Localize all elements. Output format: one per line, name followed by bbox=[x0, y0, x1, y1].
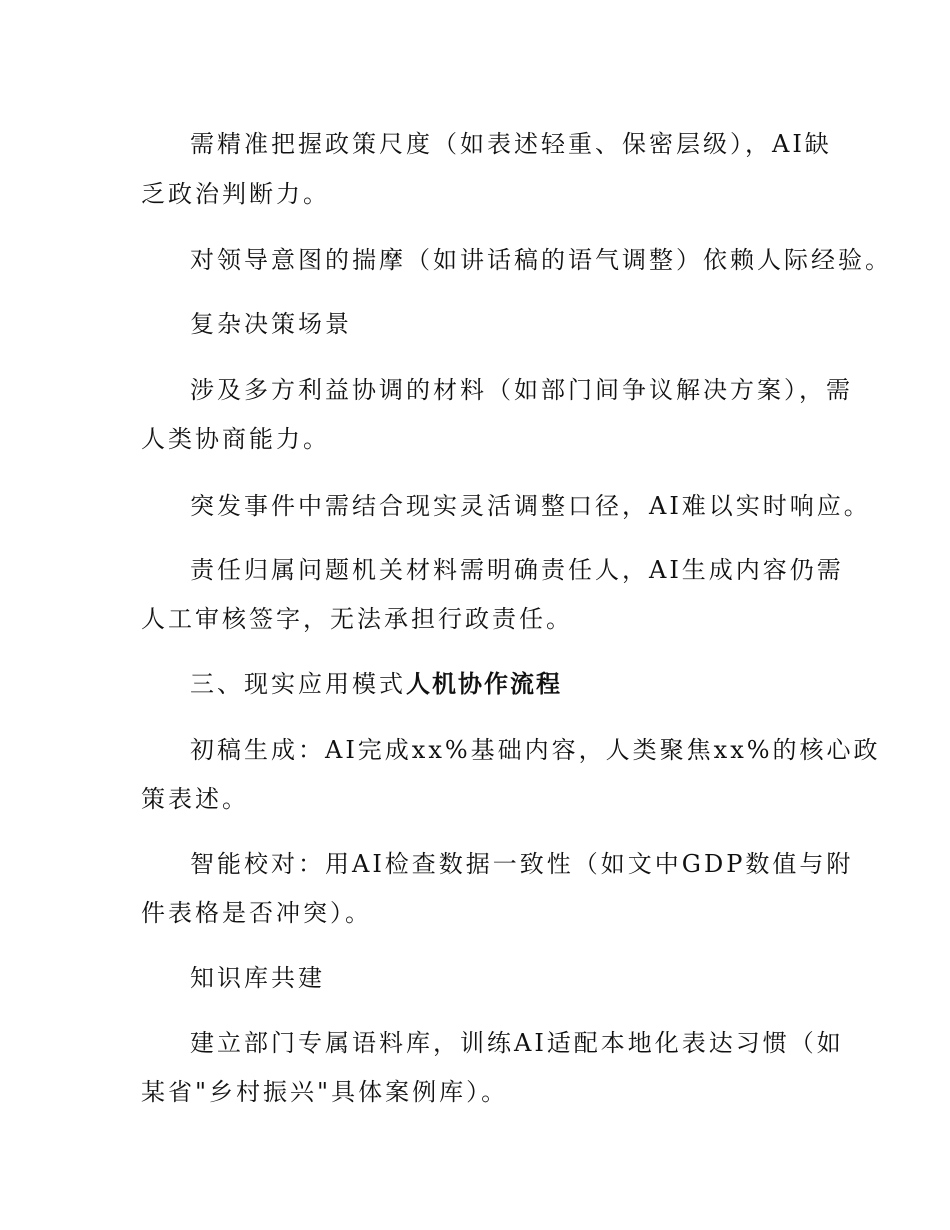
paragraph-line: 初稿生成：AI完成xx%基础内容，人类聚焦xx%的核心政 bbox=[190, 736, 881, 764]
paragraph-line: 人工审核签字，无法承担行政责任。 bbox=[141, 605, 573, 633]
subheading: 知识库共建 bbox=[190, 964, 325, 992]
subheading: 复杂决策场景 bbox=[190, 310, 352, 338]
paragraph-line: 对领导意图的揣摩（如讲话稿的语气调整）依赖人际经验。 bbox=[190, 246, 892, 274]
section-heading bbox=[190, 668, 562, 700]
section-heading-prefix: 三、现实应用模式 bbox=[190, 670, 406, 698]
paragraph-line: 乏政治判断力。 bbox=[141, 180, 330, 208]
paragraph-line: 智能校对：用AI检查数据一致性（如文中GDP数值与附 bbox=[190, 850, 854, 878]
paragraph-line: 人类协商能力。 bbox=[141, 425, 330, 453]
paragraph-line: 建立部门专属语料库，训练AI适配本地化表达习惯（如 bbox=[190, 1029, 844, 1057]
paragraph-line: 突发事件中需结合现实灵活调整口径，AI难以实时响应。 bbox=[190, 492, 871, 520]
paragraph-line: 策表述。 bbox=[141, 785, 249, 813]
section-heading-bold: 人机协作流程 bbox=[406, 670, 562, 698]
paragraph-line: 某省"乡村振兴"具体案例库）。 bbox=[141, 1078, 509, 1106]
paragraph-line: 件表格是否冲突）。 bbox=[141, 899, 372, 927]
paragraph-line: 责任归属问题机关材料需明确责任人，AI生成内容仍需 bbox=[190, 556, 844, 584]
paragraph-line: 需精准把握政策尺度（如表述轻重、保密层级），AI缺 bbox=[190, 130, 832, 158]
paragraph-line: 涉及多方利益协调的材料（如部门间争议解决方案），需 bbox=[190, 376, 853, 404]
